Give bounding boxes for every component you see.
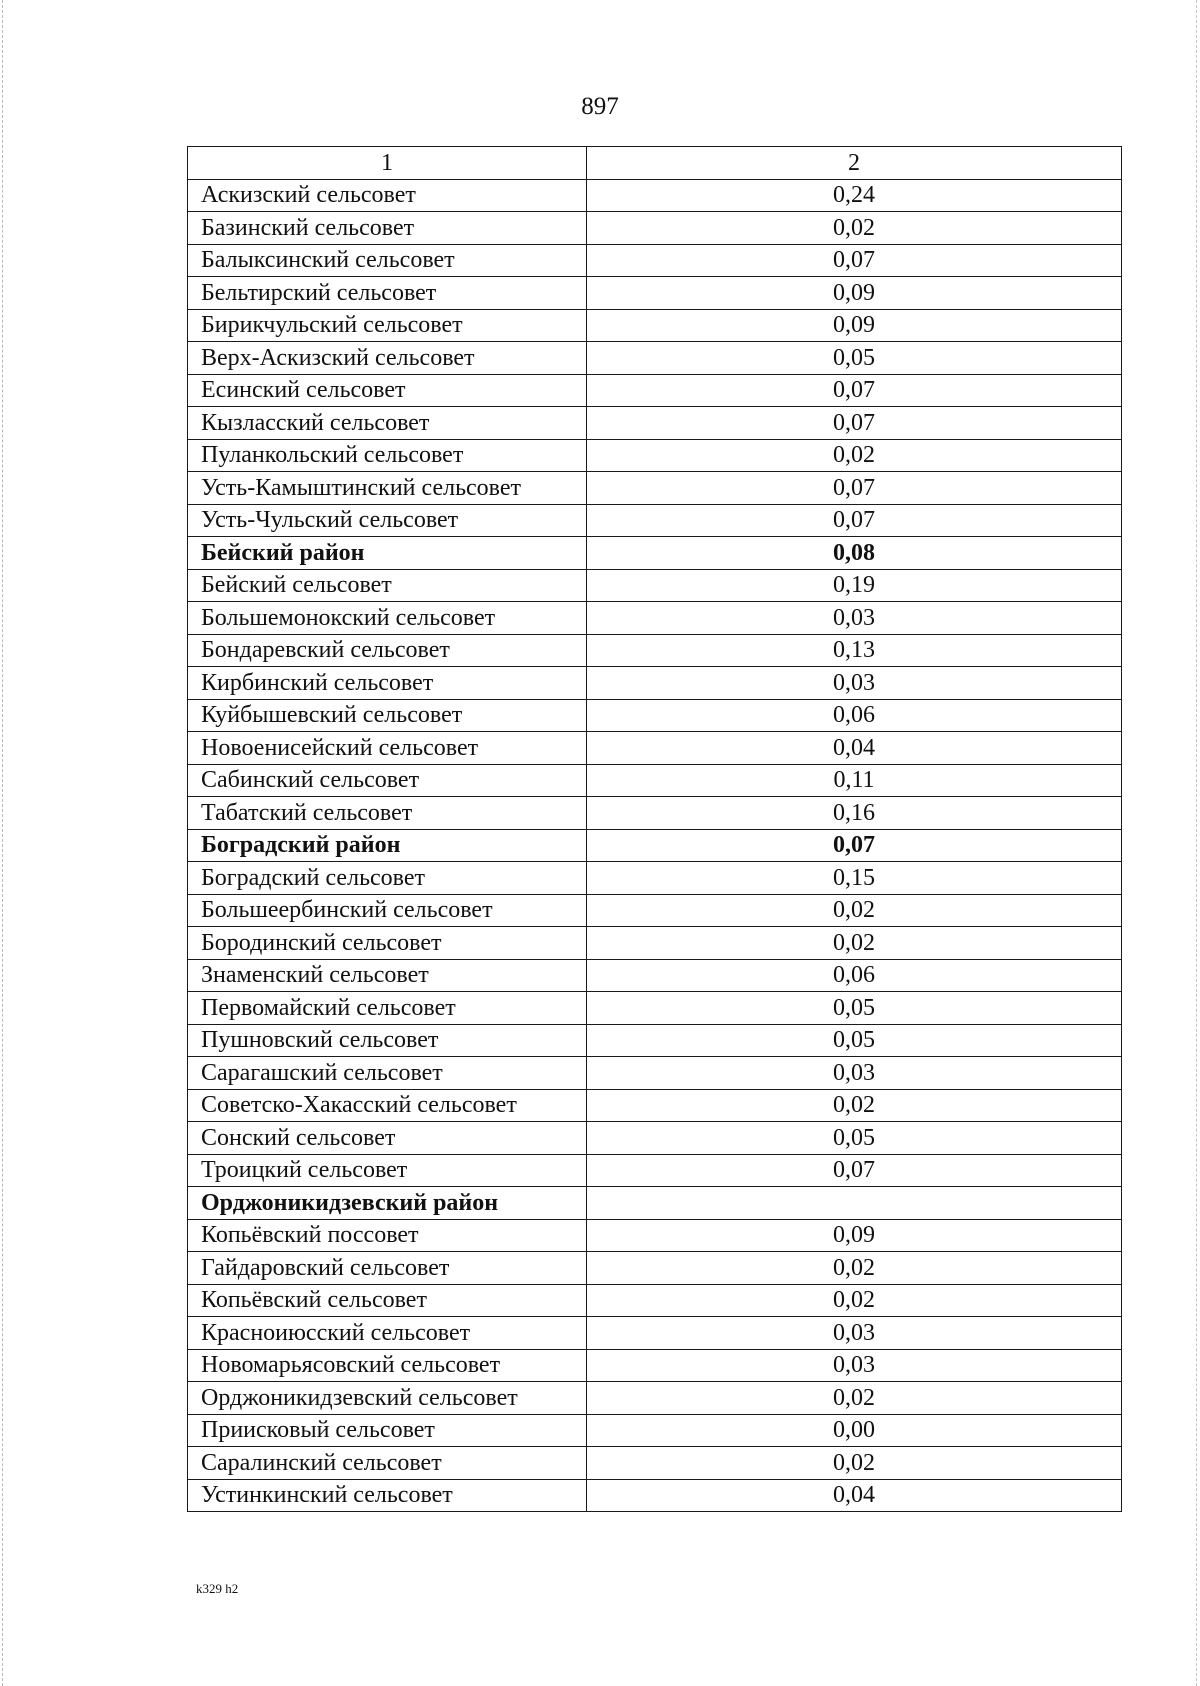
table-row [188,1284,1122,1317]
table-row [188,277,1122,310]
row-value-cell: 0,06 [587,959,1122,992]
row-value-cell: 0,07 [587,1154,1122,1187]
data-table [187,146,1122,1512]
row-value-cell: 0,07 [587,472,1122,505]
row-value-cell: 0,02 [587,439,1122,472]
row-value-cell: 0,03 [587,602,1122,635]
row-name-cell: Кызласский сельсовет [188,407,587,440]
table-row [188,732,1122,765]
row-value-cell: 0,24 [587,179,1122,212]
row-name-cell: Орджоникидзевский район [188,1187,587,1220]
row-name-cell: Большеербинский сельсовет [188,894,587,927]
row-value-cell [587,1187,1122,1220]
table-row [188,1414,1122,1447]
row-value-cell: 0,04 [587,732,1122,765]
table-row [188,374,1122,407]
row-value-cell: 0,07 [587,829,1122,862]
row-value-cell: 0,02 [587,212,1122,245]
row-name-cell: Гайдаровский сельсовет [188,1252,587,1285]
row-name-cell: Аскизский сельсовет [188,179,587,212]
scan-edge-left [2,0,3,1686]
table-row [188,1479,1122,1512]
row-name-cell: Пушновский сельсовет [188,1024,587,1057]
table-row [188,992,1122,1025]
table-row [188,1349,1122,1382]
table-row [188,504,1122,537]
table-row [188,1382,1122,1415]
row-name-cell: Кирбинский сельсовет [188,667,587,700]
row-name-cell: Саралинский сельсовет [188,1447,587,1480]
row-value-cell: 0,03 [587,667,1122,700]
row-value-cell: 0,19 [587,569,1122,602]
table-row [188,602,1122,635]
row-name-cell: Новоенисейский сельсовет [188,732,587,765]
row-value-cell: 0,11 [587,764,1122,797]
row-value-cell: 0,07 [587,504,1122,537]
row-name-cell: Балыксинский сельсовет [188,244,587,277]
row-name-cell: Боградский район [188,829,587,862]
row-value-cell: 0,09 [587,277,1122,310]
table-row [188,699,1122,732]
row-value-cell: 0,06 [587,699,1122,732]
district-row [188,1187,1122,1220]
row-name-cell: Знаменский сельсовет [188,959,587,992]
table-row [188,179,1122,212]
row-value-cell: 0,05 [587,1122,1122,1155]
table-row [188,634,1122,667]
table-row [188,1154,1122,1187]
row-name-cell: Бельтирский сельсовет [188,277,587,310]
table-row [188,244,1122,277]
table-row [188,959,1122,992]
row-name-cell: Бейский сельсовет [188,569,587,602]
row-value-cell: 0,05 [587,342,1122,375]
row-value-cell: 0,07 [587,407,1122,440]
row-value-cell: 0,04 [587,1479,1122,1512]
scan-edge-right [1196,0,1197,1686]
row-name-cell: Бейский район [188,537,587,570]
row-value-cell: 0,00 [587,1414,1122,1447]
row-name-cell: Сабинский сельсовет [188,764,587,797]
row-name-cell: Усть-Камыштинский сельсовет [188,472,587,505]
row-name-cell: Троицкий сельсовет [188,1154,587,1187]
table-row [188,1089,1122,1122]
footer-code: k329 h2 [196,1581,239,1596]
row-name-cell: Орджоникидзевский сельсовет [188,1382,587,1415]
row-value-cell: 0,09 [587,1219,1122,1252]
row-value-cell: 0,05 [587,992,1122,1025]
row-name-cell: Приисковый сельсовет [188,1414,587,1447]
row-name-cell: Боградский сельсовет [188,862,587,895]
row-name-cell: Куйбышевский сельсовет [188,699,587,732]
table-row [188,797,1122,830]
table-row [188,1024,1122,1057]
table-row [188,407,1122,440]
row-name-cell: Табатский сельсовет [188,797,587,830]
table-row [188,342,1122,375]
row-value-cell: 0,03 [587,1317,1122,1350]
row-value-cell: 0,03 [587,1349,1122,1382]
row-name-cell: Сонский сельсовет [188,1122,587,1155]
row-value-cell: 0,07 [587,374,1122,407]
table-row [188,439,1122,472]
row-value-cell: 0,02 [587,1089,1122,1122]
row-name-cell: Есинский сельсовет [188,374,587,407]
table-row [188,569,1122,602]
row-name-cell: Советско-Хакасский сельсовет [188,1089,587,1122]
row-value-cell: 0,02 [587,927,1122,960]
table-row [188,894,1122,927]
row-value-cell: 0,02 [587,1252,1122,1285]
table-row [188,1252,1122,1285]
row-name-cell: Большемонокский сельсовет [188,602,587,635]
row-name-cell: Усть-Чульский сельсовет [188,504,587,537]
table-header-row [188,147,1122,180]
row-value-cell: 0,02 [587,1447,1122,1480]
page-number: 897 [581,93,619,120]
header-col-2: 2 [587,147,1122,180]
table-row [188,309,1122,342]
row-name-cell: Копьёвский поссовет [188,1219,587,1252]
table-row [188,1057,1122,1090]
row-value-cell: 0,03 [587,1057,1122,1090]
header-col-1: 1 [188,147,587,180]
row-name-cell: Новомарьясовский сельсовет [188,1349,587,1382]
row-value-cell: 0,05 [587,1024,1122,1057]
table-row [188,862,1122,895]
table-row [188,212,1122,245]
row-name-cell: Устинкинский сельсовет [188,1479,587,1512]
row-name-cell: Верх-Аскизский сельсовет [188,342,587,375]
row-name-cell: Базинский сельсовет [188,212,587,245]
row-value-cell: 0,08 [587,537,1122,570]
table-row [188,1219,1122,1252]
row-value-cell: 0,02 [587,894,1122,927]
table-row [188,764,1122,797]
row-name-cell: Бондаревский сельсовет [188,634,587,667]
row-value-cell: 0,13 [587,634,1122,667]
table-row [188,1122,1122,1155]
row-value-cell: 0,16 [587,797,1122,830]
row-name-cell: Пуланкольский сельсовет [188,439,587,472]
table-row [188,472,1122,505]
row-name-cell: Бородинский сельсовет [188,927,587,960]
row-value-cell: 0,02 [587,1382,1122,1415]
district-row [188,537,1122,570]
row-value-cell: 0,09 [587,309,1122,342]
table-row [188,1447,1122,1480]
table-row [188,927,1122,960]
row-name-cell: Сарагашский сельсовет [188,1057,587,1090]
table-row [188,667,1122,700]
row-name-cell: Копьёвский сельсовет [188,1284,587,1317]
row-value-cell: 0,02 [587,1284,1122,1317]
table-row [188,1317,1122,1350]
row-value-cell: 0,07 [587,244,1122,277]
district-row [188,829,1122,862]
row-value-cell: 0,15 [587,862,1122,895]
row-name-cell: Красноиюсский сельсовет [188,1317,587,1350]
row-name-cell: Бирикчульский сельсовет [188,309,587,342]
table-body [188,147,1122,1512]
row-name-cell: Первомайский сельсовет [188,992,587,1025]
